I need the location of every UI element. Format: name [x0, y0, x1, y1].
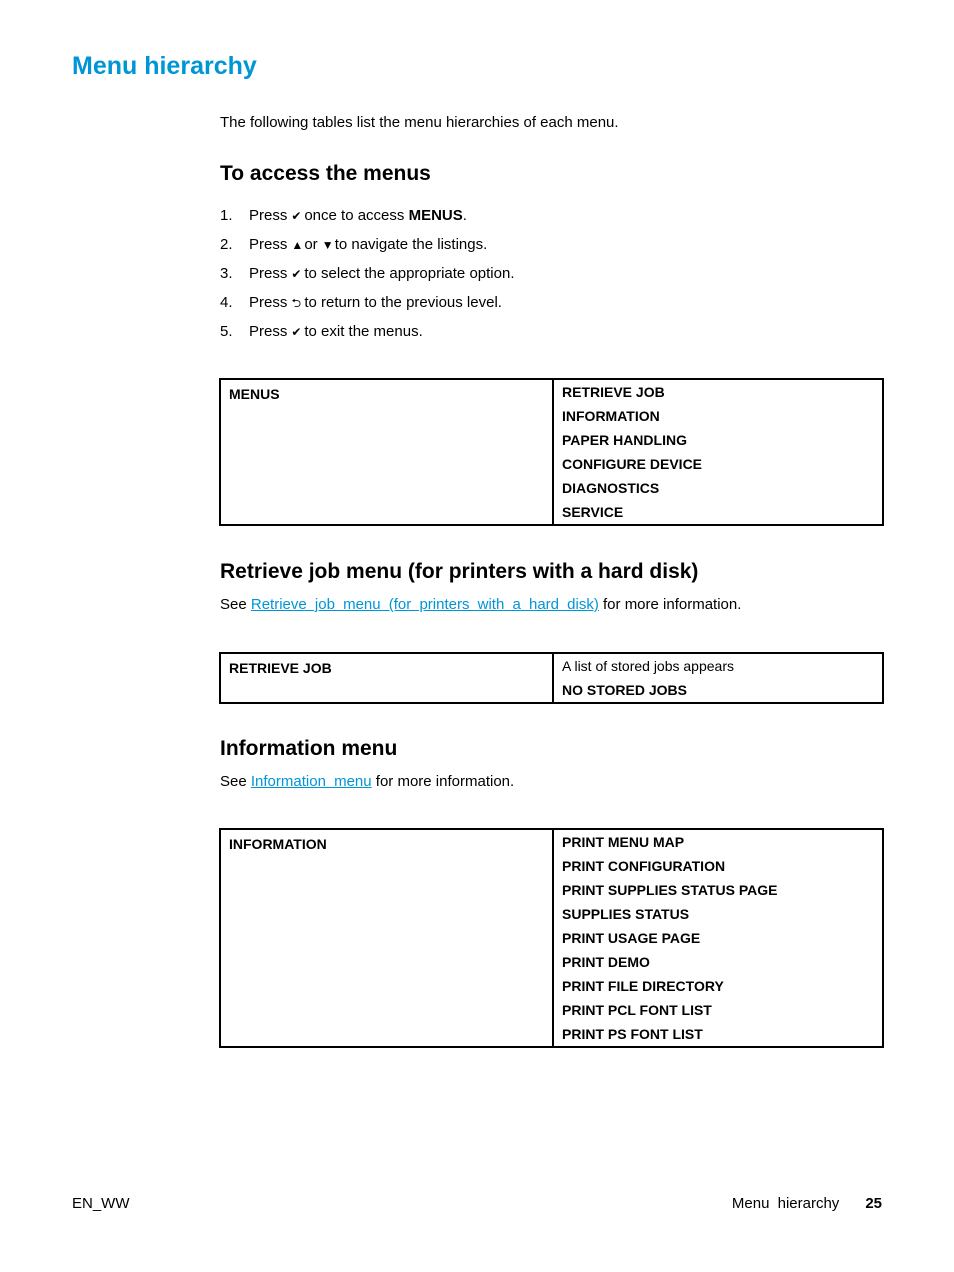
- menu-item: PRINT DEMO: [562, 954, 650, 970]
- step-2: 2. Press ▲or ▼to navigate the listings.: [220, 236, 488, 253]
- step-4: 4. Press ⮌ to return to the previous level.: [220, 294, 502, 311]
- menu-item: PRINT SUPPLIES STATUS PAGE: [562, 882, 778, 898]
- menu-item: PAPER HANDLING: [562, 432, 687, 448]
- menu-item: PRINT USAGE PAGE: [562, 930, 701, 946]
- access-menus-heading: To access the menus: [220, 162, 431, 185]
- retrieve-job-table: [219, 652, 884, 704]
- up-arrow-icon: ▲: [291, 238, 304, 252]
- retrieve-job-heading: Retrieve job menu (for printers with a hard disk): [220, 560, 699, 583]
- menus-table-left: MENUS: [229, 386, 280, 402]
- menu-item: PRINT CONFIGURATION: [562, 858, 726, 874]
- information-table-left: INFORMATION: [229, 836, 327, 852]
- step-5: 5. Press ✔ to exit the menus.: [220, 323, 423, 340]
- menu-item: SERVICE: [562, 504, 624, 520]
- footer-section: Menu hierarchy: [731, 1195, 840, 1212]
- menu-item: RETRIEVE JOB: [562, 384, 665, 400]
- intro-text: The following tables list the menu hierarchies of each menu.: [220, 114, 619, 131]
- menu-item: INFORMATION: [562, 408, 660, 424]
- footer-right: [732, 1195, 882, 1212]
- back-icon: ⮌: [291, 296, 302, 310]
- menu-item: SUPPLIES STATUS: [562, 906, 690, 922]
- menu-item: DIAGNOSTICS: [562, 480, 660, 496]
- information-menu-link[interactable]: Information menu: [250, 773, 372, 790]
- step-3: 3. Press ✔ to select the appropriate option.: [220, 265, 515, 282]
- footer-locale: EN_WW: [72, 1195, 130, 1212]
- menu-item: PRINT MENU MAP: [562, 834, 685, 850]
- down-arrow-icon: ▼: [321, 238, 334, 252]
- information-table: [219, 828, 884, 1048]
- menu-item: CONFIGURE DEVICE: [562, 456, 703, 472]
- check-icon: ✔: [291, 325, 302, 339]
- information-menu-heading: Information menu: [220, 737, 398, 760]
- page-number: 25: [865, 1195, 882, 1212]
- information-see-line: See Information menu for more information.: [220, 773, 515, 790]
- menus-table: [219, 378, 884, 526]
- steps-list: [220, 206, 514, 351]
- retrieve-job-link[interactable]: Retrieve job menu (for printers with a hard disk): [250, 596, 599, 613]
- menu-item: PRINT FILE DIRECTORY: [562, 978, 724, 994]
- retrieve-table-left: RETRIEVE JOB: [229, 660, 332, 676]
- menu-item: NO STORED JOBS: [562, 682, 687, 698]
- retrieve-table-note: A list of stored jobs appears: [562, 658, 734, 674]
- page-title: Menu hierarchy: [72, 52, 257, 80]
- step-1: 1. Press ✔ once to access MENUS.: [220, 207, 467, 224]
- check-icon: ✔: [291, 267, 302, 281]
- menu-item: PRINT PCL FONT LIST: [562, 1002, 712, 1018]
- check-icon: ✔: [291, 209, 302, 223]
- retrieve-see-line: See Retrieve job menu (for printers with a hard disk) for more information.: [220, 596, 742, 613]
- menu-item: PRINT PS FONT LIST: [562, 1026, 703, 1042]
